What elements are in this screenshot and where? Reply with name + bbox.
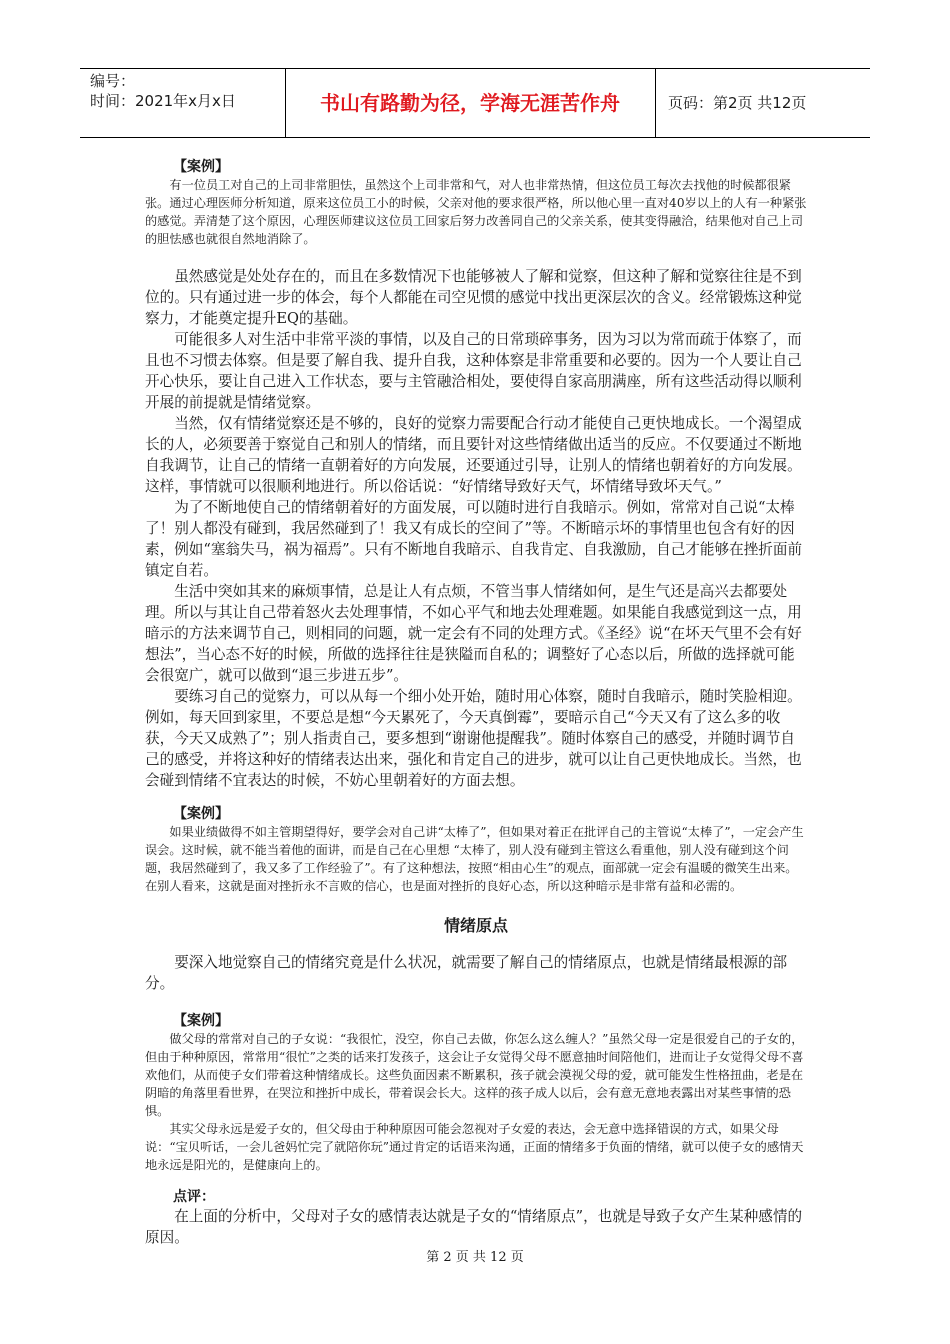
- case-block: [145, 176, 807, 248]
- page-footer: 第 2 页 共 12 页: [426, 1250, 524, 1265]
- paragraph: 为了不断地使自己的情绪朝着好的方面发展，可以随时进行自我暗示。例如，常常对自己说“太棒了！别人都没有碰到，我居然碰到了！我又有成长的空间了”等。不断暗示坏的事情里也包含有好的因素，例如“塞翁失马，祸为福焉”。只有不断地自我暗示、自我肯定、自我激励，自己才能够在挫折面前镇定自若。: [145, 499, 803, 579]
- comment-text: 在上面的分析中，父母对子女的感情表达就是子女的“情绪原点”，也就是导致子女产生某种感情的原因。: [145, 1208, 803, 1246]
- paragraph: 当然，仅有情绪觉察还是不够的，良好的觉察力需要配合行动才能使自己更快地成长。一个渴望成长的人，必须要善于察觉自己和别人的情绪，而且要针对这些情绪做出适当的反应。不仅要通过不断地自我调节，让自己的情绪一直朝着好的方向发展，还要通过引导，让别人的情绪也朝着好的方向发展。这样，事情就可以很顺利地进行。所以俗话说：“好情绪导致好天气，坏情绪导致坏天气。”: [145, 415, 802, 495]
- case-text: 有一位员工对自己的上司非常胆怯，虽然这个上司非常和气，对人也非常热情，但这位员工每次去找他的时候都很紧张。通过心理医师分析知道，原来这位员工小的时候，父亲对他的要求很严格，所以他心里一直对40岁以上的人有一种紧张的感觉。弄清楚了这个原因，心理医师建议这位员工回家后努力改善同自己的父亲关系，使其变得融洽，结果他对自己上司的胆怯感也就很自然地消除了。: [145, 178, 807, 246]
- header-date: 时间：2021年x月x日: [90, 92, 236, 110]
- case-text: 做父母的常常对自己的子女说：“我很忙，没空，你自己去做，你怎么这么缠人？”虽然父母一定是很爱自己的子女的，但由于种种原因，常常用“很忙”之类的话来打发孩子，这会让子女觉得父母不愿意抽时间陪他们，进而让子女觉得父母不喜欢他们，从而使子女们带着这种情绪成长。这些负面因素不断累积，孩子就会漠视父母的爱，就可能发生性格扭曲，老是在阴暗的角落里看世界，在哭泣和挫折中成长，带着误会长大。这样的孩子成人以后，会有意无意地表露出对某些事情的恐惧。: [145, 1032, 804, 1118]
- document-body: [145, 158, 807, 1248]
- header-meta: [90, 71, 290, 111]
- main-text: [145, 266, 807, 791]
- case-block: [145, 1030, 807, 1174]
- header-motto: 书山有路勤为径，学海无涯苦作舟: [320, 91, 620, 115]
- case-text: 其实父母永远是爱子女的，但父母由于种种原因可能会忽视对子女爱的表达，会无意中选择错误的方式，如果父母说：“宝贝听话，一会儿爸妈忙完了就陪你玩”通过肯定的话语来沟通，正面的情绪多于负面的情绪，就可以使子女的感情天地永远是阳光的，是健康向上的。: [145, 1122, 804, 1172]
- case-text: 如果业绩做得不如主管期望得好，要学会对自己讲“太棒了”，但如果对着正在批评自己的主管说“太棒了”，一定会产生误会。这时候，就不能当着他的面讲，而是自己在心里想 “太棒了，别人没有碰到主管这么看重他，别人没有碰到这个问题，我居然碰到了，我又多了工作经验了”。有了这种想法，按照“相由心生”的观点，面部就一定会有温暖的微笑生出来。在别人看来，这就是面对挫折永不言败的信心，也是面对挫折的良好心态，所以这种暗示是非常有益和必需的。: [145, 825, 804, 893]
- case-label: 【案例】: [173, 159, 229, 175]
- doc-number: 编号：: [90, 72, 136, 90]
- section-title: 情绪原点: [443, 916, 508, 935]
- case-label: 【案例】: [173, 806, 229, 822]
- paragraph: 要练习自己的觉察力，可以从每一个细小处开始，随时用心体察，随时自我暗示，随时笑脸相迎。例如，每天回到家里，不要总是想“今天累死了，今天真倒霉”，要暗示自己“今天又有了这么多的收获，今天又成熟了”；别人指责自己，要多想到“谢谢他提醒我”。随时体察自己的感受，并随时调节自己的感受，并将这种好的情绪表达出来，强化和肯定自己的进步，就可以让自己更快地成长。当然，也会碰到情绪不宜表达的时候，不妨心里朝着好的方面去想。: [145, 688, 802, 789]
- comment-label: 点评：: [173, 1189, 215, 1205]
- case-block: [145, 823, 807, 895]
- section-intro-block: [145, 952, 807, 994]
- paragraph: 生活中突如其来的麻烦事情，总是让人有点烦，不管当事人情绪如何，是生气还是高兴去都要处理。所以与其让自己带着怒火去处理事情，不如心平气和地去处理难题。如果能自我感觉到这一点，用暗示的方法来调节自己，则相同的问题，就一定会有不同的处理方式。《圣经》说“在坏天气里不会有好想法”，当心态不好的时候，所做的选择往往是狭隘而自私的；调整好了心态以后，所做的选择就可能会很宽广，就可以做到“退三步进五步”。: [145, 583, 802, 684]
- header-divider: [655, 69, 656, 137]
- paragraph: 可能很多人对生活中非常平淡的事情，以及自己的日常琐碎事务，因为习以为常而疏于体察了，而且也不习惯去体察。但是要了解自我、提升自我，这种体察是非常重要和必要的。因为一个人要让自己开心快乐，要让自己进入工作状态，要与主管融洽相处，要使得自家高朋满座，所有这些活动得以顺利开展的前提就是情绪觉察。: [145, 331, 802, 411]
- paragraph: 虽然感觉是处处存在的，而且在多数情况下也能够被人了解和觉察，但这种了解和觉察往往是不到位的。只有通过进一步的体会，每个人都能在司空见惯的感觉中找出更深层次的含义。经常锻炼这种觉察力，才能奠定提升EQ的基础。: [145, 268, 802, 327]
- header-page-info: 页码：第2页 共12页: [668, 94, 807, 112]
- page-header: [80, 68, 870, 138]
- case-label: 【案例】: [173, 1013, 229, 1029]
- section-intro: 要深入地觉察自己的情绪究竟是什么状况，就需要了解自己的情绪原点，也就是情绪最根源的部分。: [145, 954, 788, 992]
- comment-block: [145, 1206, 807, 1248]
